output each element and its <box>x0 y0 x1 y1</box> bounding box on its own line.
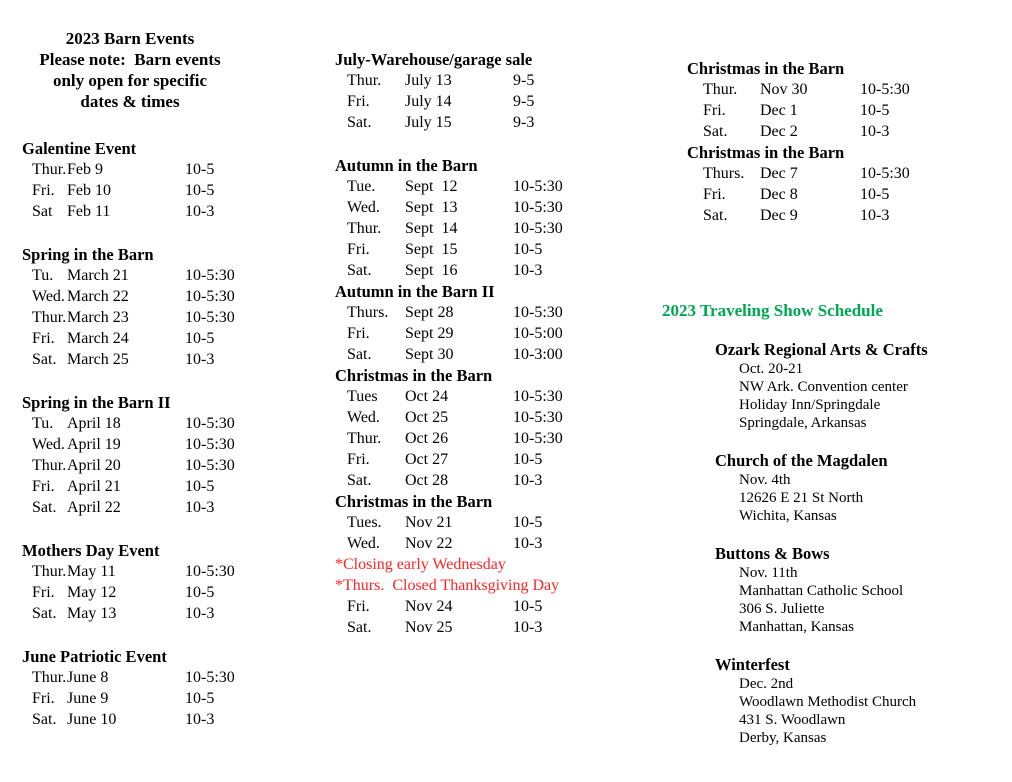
schedule-time: 10-5:30 <box>185 563 235 580</box>
event-list-right <box>660 58 1012 226</box>
event-section <box>8 540 323 624</box>
schedule-day: Thur. <box>347 430 382 447</box>
event-section <box>335 49 665 133</box>
schedule-date: Dec 1 <box>760 102 798 119</box>
schedule-time: 10-3 <box>513 262 543 279</box>
event-section <box>335 155 665 281</box>
show-detail: Wichita, Kansas <box>739 508 837 524</box>
schedule-row <box>8 667 323 688</box>
schedule-time: 10-5 <box>185 182 215 199</box>
schedule-day: Tu. <box>32 267 54 284</box>
schedule-row <box>335 91 665 112</box>
intro-line: only open for specific <box>52 71 208 90</box>
schedule-time: 10-5:30 <box>185 309 235 326</box>
schedule-day: Fri. <box>32 690 55 707</box>
event-title: Autumn in the Barn <box>335 156 478 175</box>
show-detail: Dec. 2nd <box>739 676 794 692</box>
schedule-day: Fri. <box>32 330 55 347</box>
schedule-date: July 14 <box>405 93 452 110</box>
event-section <box>335 281 665 365</box>
schedule-time: 10-5:30 <box>513 304 563 321</box>
schedule-date: July 15 <box>405 114 452 131</box>
event-title: July-Warehouse/garage sale <box>335 50 533 69</box>
schedule-time: 10-5:30 <box>860 81 910 98</box>
event-title: Mothers Day Event <box>22 541 160 560</box>
event-title: Christmas in the Barn <box>335 492 493 511</box>
schedule-row <box>335 218 665 239</box>
show-section <box>660 654 1012 747</box>
event-section <box>335 491 665 638</box>
schedule-date: Sept 28 <box>405 304 454 321</box>
schedule-date: March 23 <box>67 309 129 326</box>
event-title: June Patriotic Event <box>22 647 167 666</box>
schedule-date: Sept 16 <box>405 262 458 279</box>
schedule-day: Fri. <box>347 241 370 258</box>
schedule-row <box>335 239 665 260</box>
event-list-left <box>8 138 323 730</box>
schedule-time: 9-5 <box>513 93 535 110</box>
schedule-row <box>335 344 665 365</box>
schedule-date: March 21 <box>67 267 129 284</box>
schedule-day: Fri. <box>32 584 55 601</box>
schedule-date: Nov 21 <box>405 514 453 531</box>
schedule-date: June 10 <box>67 711 117 728</box>
schedule-time: 10-5 <box>513 451 543 468</box>
schedule-day: Thur. <box>347 220 382 237</box>
schedule-time: 10-5:30 <box>185 457 235 474</box>
schedule-row <box>8 434 323 455</box>
schedule-date: April 18 <box>67 415 121 432</box>
schedule-day: Thur. <box>32 309 67 326</box>
schedule-time: 10-3 <box>860 207 890 224</box>
schedule-date: Feb 11 <box>67 203 111 220</box>
schedule-time: 10-3 <box>513 472 543 489</box>
schedule-time: 10-3 <box>185 605 215 622</box>
schedule-time: 10-5 <box>513 598 543 615</box>
schedule-row <box>8 455 323 476</box>
event-title: Christmas in the Barn <box>687 143 845 162</box>
schedule-date: June 9 <box>67 690 109 707</box>
schedule-row <box>8 307 323 328</box>
schedule-day: Sat <box>32 203 53 220</box>
schedule-day: Fri. <box>32 182 55 199</box>
schedule-date: April 19 <box>67 436 121 453</box>
schedule-date: April 20 <box>67 457 121 474</box>
schedule-row <box>8 582 323 603</box>
schedule-time: 10-5:30 <box>513 388 563 405</box>
schedule-row <box>8 497 323 518</box>
barn-column-left <box>8 28 323 730</box>
schedule-row <box>335 470 665 491</box>
event-title: Spring in the Barn II <box>22 393 171 412</box>
schedule-date: March 24 <box>67 330 129 347</box>
schedule-day: Sat. <box>347 346 372 363</box>
schedule-date: April 21 <box>67 478 121 495</box>
schedule-day: Thurs. <box>347 304 389 321</box>
schedule-row <box>8 180 323 201</box>
schedule-day: Thur. <box>32 563 67 580</box>
schedule-time: 10-5:30 <box>513 430 563 447</box>
schedule-time: 10-5 <box>185 584 215 601</box>
schedule-row <box>8 561 323 582</box>
schedule-time: 10-3 <box>185 351 215 368</box>
schedule-row <box>8 688 323 709</box>
schedule-row <box>335 302 665 323</box>
schedule-date: Sept 13 <box>405 199 458 216</box>
schedule-date: Dec 7 <box>760 165 798 182</box>
schedule-row <box>660 205 1012 226</box>
schedule-row <box>8 709 323 730</box>
schedule-date: May 11 <box>67 563 116 580</box>
schedule-time: 10-5 <box>860 186 890 203</box>
schedule-row <box>660 100 1012 121</box>
intro-line: dates & times <box>80 92 180 111</box>
schedule-date: Feb 9 <box>67 161 103 178</box>
event-section <box>8 244 323 370</box>
schedule-row <box>8 603 323 624</box>
schedule-date: Dec 2 <box>760 123 798 140</box>
show-name: Church of the Magdalen <box>715 451 888 470</box>
schedule-row <box>8 349 323 370</box>
schedule-time: 10-5 <box>185 161 215 178</box>
schedule-day: Wed. <box>32 436 65 453</box>
intro-line: Please note: Barn events <box>39 50 221 69</box>
schedule-time: 10-5:30 <box>860 165 910 182</box>
schedule-day: Thur. <box>32 669 67 686</box>
intro-block <box>8 28 252 112</box>
show-detail: Springdale, Arkansas <box>739 415 867 431</box>
show-section <box>660 339 1012 432</box>
traveling-shows <box>660 339 1012 747</box>
show-detail: Holiday Inn/Springdale <box>739 397 881 413</box>
schedule-time: 10-3 <box>513 535 543 552</box>
schedule-date: May 12 <box>67 584 117 601</box>
schedule-day: Wed. <box>347 409 380 426</box>
event-section <box>8 646 323 730</box>
schedule-date: Sept 14 <box>405 220 458 237</box>
schedule-time: 10-5:30 <box>185 415 235 432</box>
schedule-time: 10-5:30 <box>185 288 235 305</box>
schedule-date: July 13 <box>405 72 452 89</box>
schedule-time: 10-3 <box>185 203 215 220</box>
schedule-time: 10-3 <box>860 123 890 140</box>
schedule-row <box>335 112 665 133</box>
schedule-day: Fri. <box>347 598 370 615</box>
schedule-time: 10-3 <box>185 499 215 516</box>
schedule-day: Sat. <box>703 123 728 140</box>
schedule-row <box>335 323 665 344</box>
show-detail: Woodlawn Methodist Church <box>739 694 917 710</box>
schedule-time: 10-5 <box>185 478 215 495</box>
schedule-day: Sat. <box>32 499 57 516</box>
schedule-date: June 8 <box>67 669 109 686</box>
show-detail: Nov. 11th <box>739 565 798 581</box>
schedule-row <box>660 79 1012 100</box>
schedule-day: Thur. <box>32 457 67 474</box>
show-name: Buttons & Bows <box>715 544 830 563</box>
schedule-day: Sat. <box>32 351 57 368</box>
schedule-time: 10-5:30 <box>513 178 563 195</box>
show-detail: Manhattan, Kansas <box>739 619 854 635</box>
schedule-day: Sat. <box>347 262 372 279</box>
event-title: Galentine Event <box>22 139 137 158</box>
schedule-date: March 22 <box>67 288 129 305</box>
schedule-date: Oct 28 <box>405 472 449 489</box>
schedule-row <box>335 176 665 197</box>
schedule-day: Tue. <box>347 178 376 195</box>
show-section <box>660 543 1012 636</box>
closure-note: *Thurs. Closed Thanksgiving Day <box>335 577 560 594</box>
schedule-day: Sat. <box>347 114 372 131</box>
barn-column-right <box>660 58 1012 747</box>
schedule-row <box>335 386 665 407</box>
show-detail: 431 S. Woodlawn <box>739 712 846 728</box>
schedule-day: Thur. <box>703 81 738 98</box>
schedule-day: Fri. <box>347 93 370 110</box>
show-detail: Manhattan Catholic School <box>739 583 904 599</box>
schedule-date: March 25 <box>67 351 129 368</box>
schedule-row <box>335 260 665 281</box>
schedule-row <box>335 512 665 533</box>
schedule-row <box>8 265 323 286</box>
show-name: Winterfest <box>715 655 790 674</box>
schedule-date: Oct 27 <box>405 451 449 468</box>
show-name: Ozark Regional Arts & Crafts <box>715 340 928 359</box>
event-section <box>8 138 323 222</box>
schedule-row <box>335 449 665 470</box>
schedule-day: Sat. <box>703 207 728 224</box>
event-title: Christmas in the Barn <box>335 366 493 385</box>
schedule-day: Wed. <box>347 199 380 216</box>
event-section <box>335 365 665 491</box>
schedule-time: 10-5 <box>513 514 543 531</box>
schedule-time: 10-5:30 <box>185 267 235 284</box>
schedule-time: 9-5 <box>513 72 535 89</box>
schedule-date: Nov 25 <box>405 619 453 636</box>
schedule-row <box>660 121 1012 142</box>
show-detail: NW Ark. Convention center <box>739 379 908 395</box>
schedule-date: Feb 10 <box>67 182 111 199</box>
schedule-day: Tu. <box>32 415 54 432</box>
schedule-date: Sept 12 <box>405 178 458 195</box>
schedule-day: Fri. <box>347 325 370 342</box>
schedule-date: Dec 9 <box>760 207 798 224</box>
schedule-time: 10-5 <box>513 241 543 258</box>
schedule-time: 10-5 <box>185 330 215 347</box>
schedule-row <box>335 596 665 617</box>
schedule-time: 9-3 <box>513 114 535 131</box>
show-detail: Nov. 4th <box>739 472 791 488</box>
intro-line: 2023 Barn Events <box>65 29 195 48</box>
event-section <box>660 142 1012 226</box>
schedule-row <box>8 476 323 497</box>
barn-column-middle <box>335 49 665 638</box>
schedule-day: Sat. <box>32 605 57 622</box>
event-title: Christmas in the Barn <box>687 59 845 78</box>
schedule-date: Sept 30 <box>405 346 454 363</box>
closure-note: *Closing early Wednesday <box>335 556 506 573</box>
schedule-row <box>335 428 665 449</box>
schedule-day: Sat. <box>347 472 372 489</box>
schedule-time: 10-5 <box>185 690 215 707</box>
show-detail: 306 S. Juliette <box>739 601 825 617</box>
schedule-time: 10-5:30 <box>513 199 563 216</box>
schedule-day: Sat. <box>347 619 372 636</box>
schedule-date: Sept 15 <box>405 241 458 258</box>
schedule-time: 10-5:30 <box>185 436 235 453</box>
event-section <box>8 392 323 518</box>
schedule-day: Sat. <box>32 711 57 728</box>
schedule-day: Fri. <box>347 451 370 468</box>
schedule-time: 10-5:30 <box>513 409 563 426</box>
schedule-time: 10-3 <box>185 711 215 728</box>
schedule-row <box>335 533 665 554</box>
schedule-row <box>335 617 665 638</box>
schedule-time: 10-5 <box>860 102 890 119</box>
schedule-day: Tues <box>347 388 378 405</box>
schedule-row <box>8 159 323 180</box>
schedule-row <box>8 413 323 434</box>
schedule-row <box>660 184 1012 205</box>
schedule-row <box>335 197 665 218</box>
schedule-date: Nov 24 <box>405 598 453 615</box>
event-list-middle <box>335 49 665 638</box>
event-title: Spring in the Barn <box>22 245 154 264</box>
schedule-time: 10-3:00 <box>513 346 563 363</box>
schedule-row <box>8 328 323 349</box>
schedule-time: 10-5:30 <box>513 220 563 237</box>
schedule-day: Fri. <box>703 186 726 203</box>
schedule-date: Oct 24 <box>405 388 449 405</box>
schedule-date: April 22 <box>67 499 121 516</box>
schedule-row <box>660 163 1012 184</box>
schedule-date: Sept 29 <box>405 325 454 342</box>
schedule-date: May 13 <box>67 605 117 622</box>
schedule-day: Tues. <box>347 514 382 531</box>
event-title: Autumn in the Barn II <box>335 282 495 301</box>
schedule-row <box>335 407 665 428</box>
schedule-day: Thurs. <box>703 165 745 182</box>
schedule-date: Dec 8 <box>760 186 798 203</box>
schedule-day: Fri. <box>32 478 55 495</box>
schedule-day: Thur. <box>347 72 382 89</box>
schedule-day: Wed. <box>347 535 380 552</box>
schedule-row <box>335 70 665 91</box>
traveling-show-title: 2023 Traveling Show Schedule <box>662 301 883 320</box>
show-detail: 12626 E 21 St North <box>739 490 864 506</box>
schedule-time: 10-5:00 <box>513 325 563 342</box>
schedule-time: 10-3 <box>513 619 543 636</box>
event-section <box>660 58 1012 142</box>
schedule-row <box>8 286 323 307</box>
schedule-day: Wed. <box>32 288 65 305</box>
schedule-date: Nov 30 <box>760 81 808 98</box>
show-detail: Oct. 20-21 <box>739 361 804 377</box>
schedule-date: Nov 22 <box>405 535 453 552</box>
schedule-time: 10-5:30 <box>185 669 235 686</box>
show-detail: Derby, Kansas <box>739 730 827 746</box>
show-section <box>660 450 1012 525</box>
schedule-date: Oct 25 <box>405 409 449 426</box>
schedule-row <box>8 201 323 222</box>
schedule-day: Thur. <box>32 161 67 178</box>
schedule-date: Oct 26 <box>405 430 449 447</box>
schedule-day: Fri. <box>703 102 726 119</box>
